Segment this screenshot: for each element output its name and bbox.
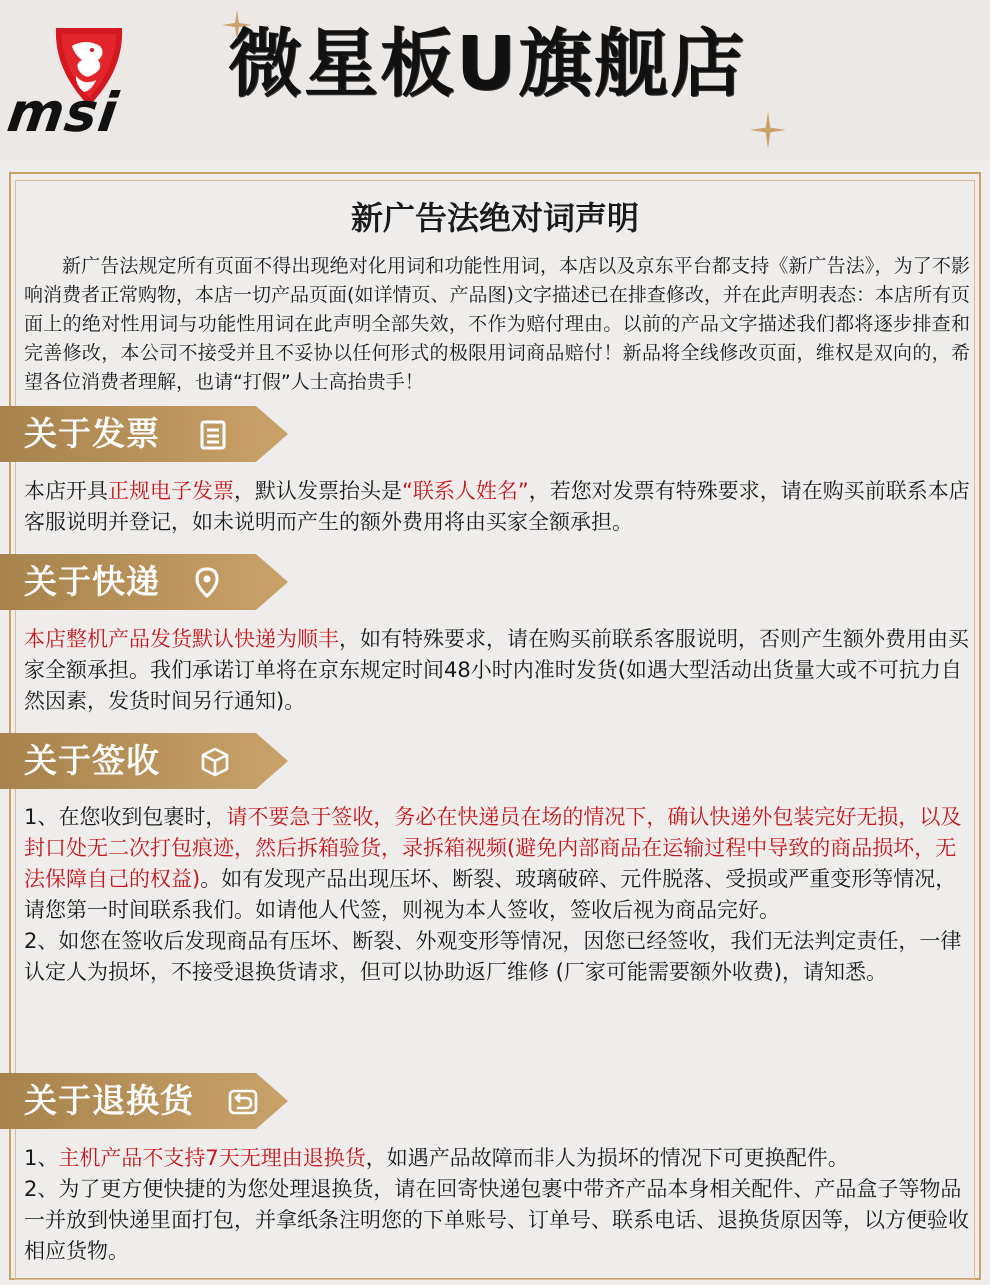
section-banner-invoice xyxy=(0,406,288,462)
msi-logo-text: msi xyxy=(3,81,123,144)
section-title-returns: 关于退换货 xyxy=(24,1081,194,1120)
document-icon xyxy=(196,418,230,452)
section-banner-receipt xyxy=(0,733,288,789)
section-body-returns xyxy=(24,1143,970,1267)
sparkle-icon xyxy=(750,112,786,148)
section-banner-returns xyxy=(0,1073,288,1129)
package-box-icon xyxy=(198,745,232,779)
announcement-body: 新广告法规定所有页面不得出现绝对化用词和功能性用词，本店以及京东平台都支持《新广告法》，为了不影响消费者正常购物，本店一切产品页面(如详情页、产品图)文字描述已在排查修改，并在此声明表态：本店所有页面上的绝对性用词与功能性用词在此声明全部失效，不作为赔付理由。以前的产品文字描述我们都将逐步排查和完善修改，本公司不接受并且不妥协以任何形式的极限用词商品赔付！新品将全线修改页面，维权是双向的，希望各位消费者理解，也请“打假”人士高抬贵手！ xyxy=(24,255,970,393)
header xyxy=(0,0,990,160)
section-title-invoice: 关于发票 xyxy=(24,414,160,453)
highlight-text: “联系人姓名” xyxy=(402,479,529,503)
section-body-receipt xyxy=(24,802,970,988)
store-title: 微星板U旗舰店 xyxy=(228,21,747,107)
section-banner-delivery xyxy=(0,554,288,610)
receipt-item-1: 1、在您收到包裹时，请不要急于签收，务必在快递员在场的情况下，确认快递外包装完好无损，以及封口处无二次打包痕迹，然后拆箱验货，录拆箱视频(避免内部商品在运输过程中导致的商品损坏，无法保障自己的权益)。如有发现产品出现压坏、断裂、玻璃破碎、元件脱落、受损或严重变形等情况，请您第一时间联系我们。如请他人代签，则视为本人签收，签收后视为商品完好。 xyxy=(24,805,962,922)
section-body-invoice: 本店开具正规电子发票，默认发票抬头是“联系人姓名”，若您对发票有特殊要求，请在购买前联系本店客服说明并登记，如未说明而产生的额外费用将由买家全额承担。 xyxy=(24,479,970,534)
section-title-delivery: 关于快递 xyxy=(24,562,160,601)
returns-item-2: 2、为了更方便快捷的为您处理退换货，请在回寄快递包裹中带齐产品本身相关配件、产品盒子等物品一并放到快递里面打包，并拿纸条注明您的下单账号、订单号、联系电话、退换货原因等，以方便验收相应货物。 xyxy=(24,1177,969,1263)
section-title-receipt: 关于签收 xyxy=(24,741,160,780)
highlight-text: 正规电子发票 xyxy=(108,479,234,503)
sparkle-icon xyxy=(222,10,252,40)
receipt-item-2: 2、如您在签收后发现商品有压坏、断裂、外观变形等情况，因您已经签收，我们无法判定责任，一律认定人为损坏，不接受退换货请求，但可以协助返厂维修 (厂家可能需要额外收费)，请知悉。 xyxy=(24,929,962,984)
returns-item-1: 1、主机产品不支持7天无理由退换货，如遇产品故障而非人为损坏的情况下可更换配件。 xyxy=(24,1146,849,1170)
highlight-text: 本店整机产品发货默认快递为顺丰 xyxy=(24,627,339,651)
announcement-title: 新广告法绝对词声明 xyxy=(350,199,639,237)
location-pin-icon xyxy=(190,566,224,600)
return-arrow-icon xyxy=(226,1085,260,1119)
section-body-delivery: 本店整机产品发货默认快递为顺丰，如有特殊要求，请在购买前联系客服说明，否则产生额外费用由买家全额承担。我们承诺订单将在京东规定时间48小时内准时发货(如遇大型活动出货量大或不可抗力自然因素，发货时间另行通知)。 xyxy=(24,627,969,713)
highlight-text: 请不要急于签收，务必在快递员在场的情况下，确认快递外包装完好无损，以及封口处无二次打包痕迹，然后拆箱验货，录拆箱视频(避免内部商品在运输过程中导致的商品损坏，无法保障自己的权益) xyxy=(24,805,962,891)
highlight-text: 主机产品不支持7天无理由退换货 xyxy=(58,1146,366,1170)
